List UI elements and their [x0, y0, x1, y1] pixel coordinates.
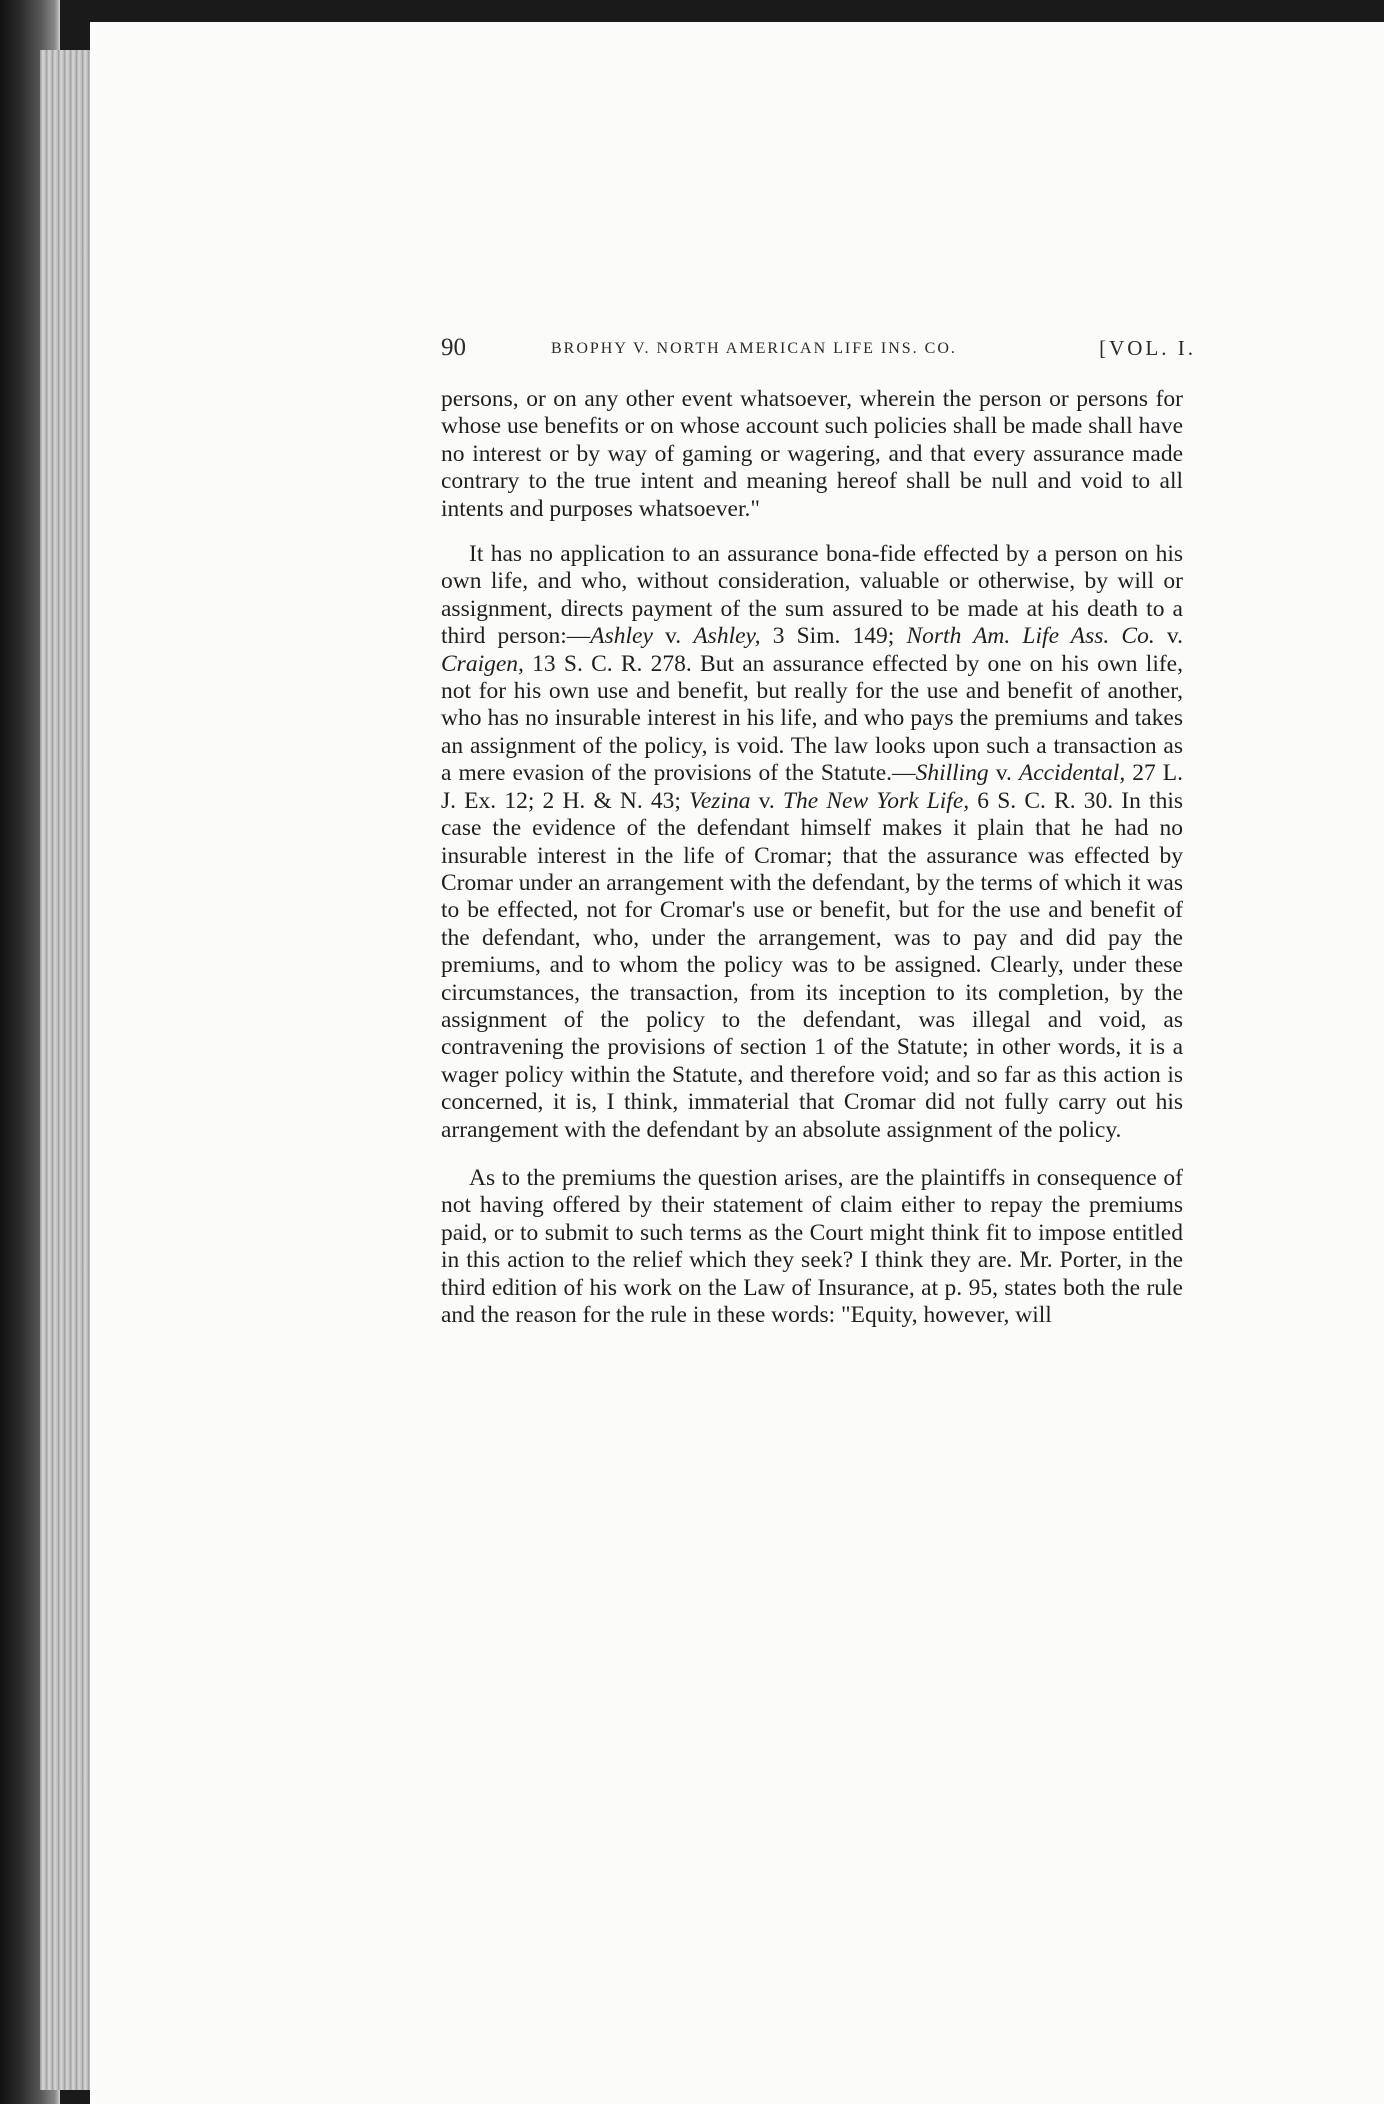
running-title: BROPHY V. NORTH AMERICAN LIFE INS. CO. — [551, 340, 957, 357]
text-segment: 13 S. C. R. 278. But an assurance effected by one on his own life, not for his own use and benefit, but really for the use and benefit of another, who has no insurable interest in his life, and who pays the premiums and takes an assignment of the policy, is void. The law looks upon such a transaction as a mere evasion of the provisions of the Statute.— — [441, 650, 1183, 787]
text-segment: v. — [988, 760, 1019, 787]
text-segment: 3 Sim. 149; — [760, 623, 907, 650]
case-name: The New York Life, — [782, 787, 970, 814]
text-segment: v. — [750, 787, 783, 814]
text-segment: 27 L. J. Ex. 12; 2 H. & N. 43; — [441, 760, 1183, 814]
case-name: Ashley — [590, 623, 653, 650]
running-header — [441, 332, 1196, 372]
case-name: Craigen, — [441, 650, 524, 677]
paragraph-premiums: As to the premiums the question arises, are the plaintiffs in consequence of not having offered by their statement of claim either to repay the premiums paid, or to submit to such terms as the Court might think fit to impose entitled in this action to the relief which they seek? I think they are. Mr. Porter, in the third edition of his work on the Law of Insurance, at p. 95, states both the rule and the reason for the rule in these words: "Equity, however, will — [441, 1164, 1183, 1328]
case-name: Vezina — [689, 787, 751, 814]
paragraph-case-law — [441, 541, 1183, 1144]
case-name: North Am. Life Ass. Co. — [906, 623, 1155, 650]
text-segment: 6 S. C. R. 30. In this case the evidence of the defendant himself makes it plain that he had no insurable interest in the life of Cromar; that the assurance was effected by Cromar under an arrangement with the defendant, by the terms of which it was to be effected, not for Cromar's use or benefit, but for the use and benefit of the defendant, who, under the arrangement, was to pay and did pay the premiums, and to whom the policy was to be assigned. Clearly, under these circumstances, the transaction, from its inception to its completion, by the assignment of the policy to the defendant, was illegal and void, as contravening the provisions of section 1 of the Statute; in other words, it is a wager policy within the Statute, and therefore void; and so far as this action is concerned, it is, I think, immaterial that Cromar did not fully carry out his arrangement with the defendant by an absolute assignment of the policy. — [441, 787, 1183, 1143]
page-number: 90 — [441, 334, 466, 361]
case-name: Ashley, — [693, 623, 761, 650]
volume-label: [VOL. I. — [1099, 336, 1196, 360]
case-name: Accidental, — [1018, 760, 1126, 787]
body-text — [441, 386, 1183, 1329]
text-segment: v. — [1154, 623, 1183, 650]
text-segment: v. — [652, 623, 694, 650]
case-name: Shilling — [915, 760, 989, 787]
paragraph-continuation: persons, or on any other event whatsoever, wherein the person or persons for whose use benefits or on whose account such policies shall be made shall have no interest or by way of gaming or wagering, and that every assurance made contrary to the true intent and meaning hereof shall be null and void to all intents and purposes whatsoever." — [441, 386, 1183, 522]
page-stack-edges — [40, 50, 90, 2090]
text-segment: It has no application to an assurance bona-fide effected by a person on his own life, and who, without consideration, valuable or otherwise, by will or assignment, directs payment of the sum assured to be made at his death to a third person:— — [441, 541, 1183, 650]
